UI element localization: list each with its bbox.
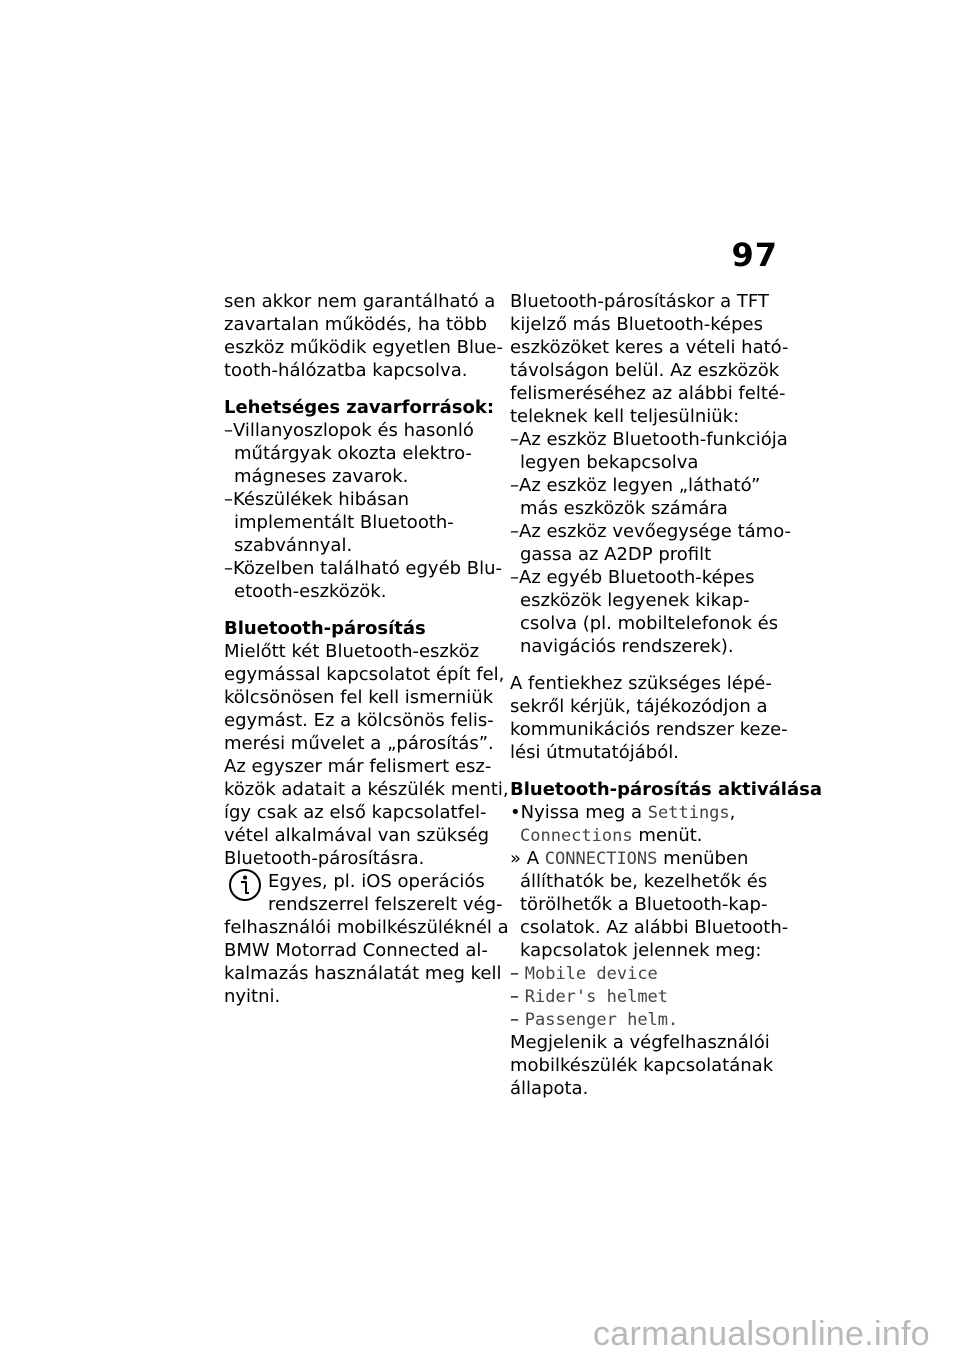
text-line: kölcsönösen fel kell ismerniük [224, 687, 494, 708]
list-item-continuation: implementált Bluetooth- [234, 512, 454, 533]
menu-connections: Connections [520, 826, 633, 846]
text-line: lési útmutatójából. [510, 742, 679, 763]
text-line: sen akkor nem garantálható a [224, 291, 496, 312]
result-line: csolatok. Az alábbi Bluetooth- [520, 917, 789, 938]
text-line: sekről kérjük, tájékozódjon a [510, 696, 768, 717]
connection-label: Passenger helm. [524, 1010, 679, 1030]
connection-item [510, 985, 782, 1008]
step-text: menüt. [632, 825, 703, 846]
note-line: felhasználói mobilkészüléknél a [224, 917, 509, 938]
dash: – [510, 963, 519, 984]
text-line: így csak az első kapcsolatfel- [224, 802, 487, 823]
note-line: BMW Motorrad Connected al- [224, 940, 488, 961]
right-column [510, 290, 822, 1100]
list-item: –Az eszköz vevőegysége támo- [510, 521, 792, 542]
step-text: Nyissa meg a [520, 802, 648, 823]
menu-connections-caps: CONNECTIONS [544, 849, 658, 869]
text-line: kommunikációs rendszer keze- [510, 719, 788, 740]
info-icon [228, 868, 262, 902]
connection-item [510, 962, 782, 985]
pairing-paragraph [224, 640, 509, 870]
result-text: A [526, 848, 545, 869]
list-item: –Az eszköz legyen „látható” [510, 475, 761, 496]
text-line: egymást. Ez a kölcsönös felis- [224, 710, 494, 731]
text-line: vétel alkalmával van szükség [224, 825, 490, 846]
conditions-list [510, 428, 792, 658]
list-item-continuation: más eszközök számára [520, 498, 728, 519]
text-line: Az egyszer már felismert esz- [224, 756, 492, 777]
list-item-continuation: eszközök legyenek kikap- [520, 590, 750, 611]
note-line: Egyes, pl. iOS operációs [268, 871, 485, 892]
page-number: 97 [731, 236, 778, 274]
closing-paragraph [510, 1031, 782, 1100]
list-item-continuation: szabvánnyal. [234, 535, 353, 556]
text-line: A fentiekhez szükséges lépé- [510, 673, 772, 694]
connection-label: Rider's helmet [524, 987, 669, 1007]
result-line: törölhetők a Bluetooth-kap- [520, 894, 768, 915]
list-item-continuation: műtárgyak okozta elektro- [234, 443, 472, 464]
text-line: távolságon belül. Az eszközök [510, 360, 780, 381]
list-item-continuation: navigációs rendszerek). [520, 636, 734, 657]
text-line: Bluetooth-párosításkor a TFT [510, 291, 769, 312]
interference-list [224, 419, 503, 603]
text-line: eszközöket keres a vételi ható- [510, 337, 789, 358]
list-item-continuation: gassa az A2DP profilt [520, 544, 712, 565]
left-column [224, 290, 509, 1008]
text-line: mobilkészülék kapcsolatának [510, 1055, 774, 1076]
interference-heading: Lehetséges zavarforrások: [224, 397, 495, 418]
bullet-marker: • [510, 802, 521, 823]
step-instruction [510, 801, 782, 847]
ios-note [224, 870, 509, 1008]
connection-label: Mobile device [524, 964, 658, 984]
text-line: kijelző más Bluetooth-képes [510, 314, 763, 335]
result-line: kapcsolatok jelennek meg: [520, 940, 762, 961]
result-text: menüben [657, 848, 749, 869]
text-line: Mielőtt két Bluetooth-eszköz [224, 641, 480, 662]
activation-heading: Bluetooth-párosítás aktiválása [510, 779, 822, 800]
result-paragraph [510, 847, 789, 962]
text-line: eszköz működik egyetlen Blue- [224, 337, 503, 358]
pairing-heading: Bluetooth-párosítás [224, 618, 426, 639]
list-item: –Közelben található egyéb Blu- [224, 558, 503, 579]
result-line: állíthatók be, kezelhetők és [520, 871, 768, 892]
text-line: tooth-hálózatba kapcsolva. [224, 360, 468, 381]
note-line: kalmazás használatát meg kell [224, 963, 502, 984]
note-line: rendszerrel felszerelt vég- [268, 894, 503, 915]
text-line: Megjelenik a végfelhasználói [510, 1032, 770, 1053]
text-line: Bluetooth-párosításra. [224, 848, 425, 869]
list-item-continuation: legyen bekapcsolva [520, 452, 699, 473]
text-line: közök adatait a készülék menti, [224, 779, 509, 800]
result-marker: » [510, 848, 522, 869]
connection-item [510, 1008, 782, 1031]
comma: , [729, 802, 736, 823]
note-line: nyitni. [224, 986, 281, 1007]
watermark: carmanualsonline.info [592, 1315, 930, 1353]
list-item-continuation: csolva (pl. mobiltelefonok és [520, 613, 779, 634]
list-item-continuation: mágneses zavarok. [234, 466, 409, 487]
list-item: –Az egyéb Bluetooth-képes [510, 567, 755, 588]
dash: – [510, 1009, 519, 1030]
text-line: felismeréséhez az alábbi felté- [510, 383, 786, 404]
list-item-continuation: etooth-eszközök. [234, 581, 387, 602]
text-line: zavartalan működés, ha több [224, 314, 487, 335]
list-item: –Villanyoszlopok és hasonló [224, 420, 474, 441]
dash: – [510, 986, 519, 1007]
text-line: egymással kapcsolatot épít fel, [224, 664, 505, 685]
connections-list [510, 962, 782, 1031]
list-item: –Az eszköz Bluetooth-funkciója [510, 429, 788, 450]
text-line: teleknek kell teljesülniük: [510, 406, 740, 427]
text-line: állapota. [510, 1078, 589, 1099]
intro-paragraph [510, 290, 789, 428]
see-docs-paragraph [510, 672, 788, 764]
list-item: –Készülékek hibásan [224, 489, 409, 510]
intro-paragraph [224, 290, 503, 382]
text-line: merési művelet a „párosítás”. [224, 733, 494, 754]
menu-settings: Settings [647, 803, 730, 823]
